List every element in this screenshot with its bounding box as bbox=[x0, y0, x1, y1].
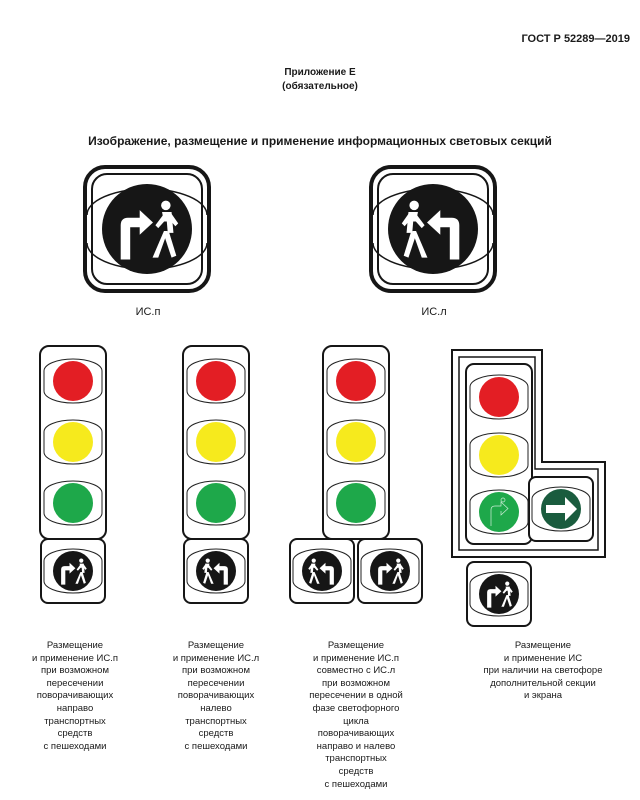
sign-label-left: ИС.л bbox=[421, 306, 447, 318]
traffic-light-3 bbox=[290, 346, 422, 603]
standard-number: ГОСТ Р 52289—2019 bbox=[521, 33, 630, 45]
info-section-right-icon bbox=[358, 539, 422, 603]
caption-1: Размещение и применение ИС.п при возможном пересечении поворачивающих направо транспортных средств с пешеходами bbox=[32, 640, 118, 752]
traffic-light-1 bbox=[40, 346, 106, 603]
info-section-left-icon bbox=[184, 539, 248, 603]
info-section-right-icon bbox=[41, 539, 105, 603]
page-heading: Изображение, размещение и применение информационных световых секций bbox=[88, 134, 552, 148]
sign-right-turn-icon bbox=[85, 167, 209, 291]
traffic-light-4 bbox=[452, 350, 605, 626]
caption-2: Размещение и применение ИС.л при возможном пересечении поворачивающих налево транспортных средств с пешеходами bbox=[172, 640, 260, 752]
appendix-title: Приложение Е bbox=[284, 67, 356, 78]
sign-label-right: ИС.п bbox=[135, 306, 161, 318]
traffic-light-2 bbox=[183, 346, 249, 603]
caption-4: Размещение и применение ИС при наличии на светофоре дополнительной секции и экрана bbox=[483, 640, 603, 702]
appendix-note: (обязательное) bbox=[282, 81, 358, 92]
info-section-right-icon bbox=[467, 562, 531, 626]
info-section-left-icon bbox=[290, 539, 354, 603]
sign-left-turn-icon bbox=[371, 167, 495, 291]
caption-3: Размещение и применение ИС.п совместно с ИС.л при возможном пересечении в одной фазе светофорного цикла поворачивающих направо и налево транспортных средств с пешеходами bbox=[309, 640, 403, 790]
